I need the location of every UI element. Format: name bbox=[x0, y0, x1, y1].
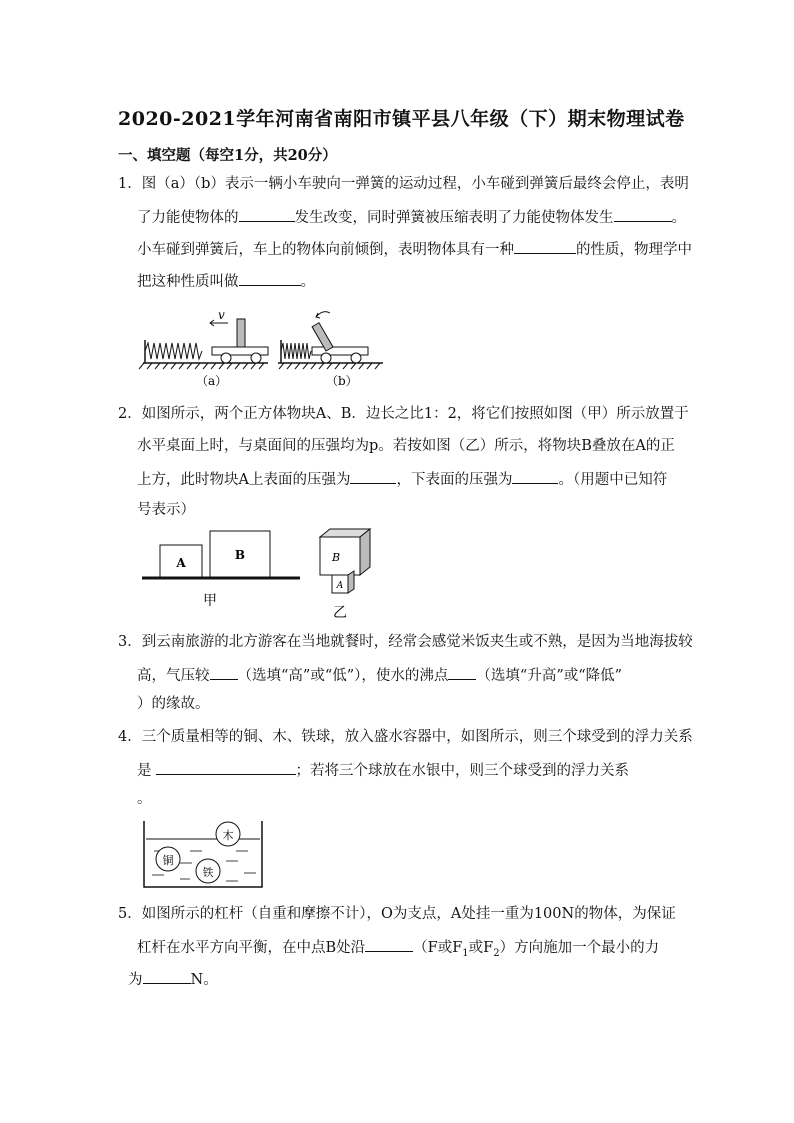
q1-text: 了力能使物体的 bbox=[137, 210, 239, 226]
q1-text: 的性质，物理学中 bbox=[576, 242, 692, 258]
q5-text: 为 bbox=[128, 972, 143, 988]
answer-blank[interactable] bbox=[365, 936, 413, 952]
q5-text: N。 bbox=[190, 972, 218, 988]
block-a-label: A bbox=[176, 556, 186, 570]
block-b-label: B bbox=[331, 551, 341, 564]
answer-blank[interactable] bbox=[156, 759, 296, 775]
answer-blank[interactable] bbox=[143, 968, 191, 984]
velocity-label: v bbox=[218, 308, 225, 322]
q1-line3 bbox=[137, 238, 692, 260]
answer-blank[interactable] bbox=[514, 238, 576, 254]
figure-jia-label: 甲 bbox=[203, 593, 217, 609]
q3-line1: 3．到云南旅游的北方游客在当地就餐时，经常会感觉米饭夹生或不熟，是因为当地海拔较 bbox=[118, 634, 693, 650]
answer-blank[interactable] bbox=[239, 206, 295, 222]
q4-line2 bbox=[137, 759, 629, 781]
answer-blank[interactable] bbox=[210, 664, 238, 680]
answer-blank[interactable] bbox=[239, 270, 301, 286]
section-heading: 一、填空题（每空1分，共20分） bbox=[118, 147, 337, 164]
ball-copper-label: 铜 bbox=[162, 854, 174, 867]
cart-spring-figure bbox=[138, 305, 388, 390]
figure-yi-label: 乙 bbox=[333, 605, 347, 621]
answer-blank[interactable] bbox=[448, 664, 476, 680]
q3-text: （选填“高”或“低”），使水的沸点 bbox=[237, 668, 449, 684]
q3-line3: ）的缘故。 bbox=[137, 696, 210, 712]
q3-text: （选填“升高”或“降低” bbox=[476, 668, 623, 684]
q5-line1: 5．如图所示的杠杆（自重和摩擦不计），O为支点，A处挂一重为100N的物体，为保证 bbox=[118, 906, 676, 922]
q2-text: ，下表面的压强为 bbox=[396, 472, 513, 488]
q1-text: 小车碰到弹簧后，车上的物体向前倾倒，表明物体具有一种 bbox=[137, 242, 514, 258]
ball-wood-label: 木 bbox=[222, 829, 234, 842]
q5-text: ）方向施加一个最小的力 bbox=[499, 940, 660, 956]
q5-text: 或F bbox=[468, 940, 494, 956]
figure-a-label: （a） bbox=[196, 374, 228, 388]
subscript: 1 bbox=[462, 947, 469, 959]
q2-line3 bbox=[137, 468, 667, 490]
q2-line4: 号表示） bbox=[137, 502, 195, 518]
q1-text: 把这种性质叫做 bbox=[137, 274, 239, 290]
q4-line1: 4．三个质量相等的铜、木、铁球，放入盛水容器中，如图所示，则三个球受到的浮力关系 bbox=[118, 729, 693, 745]
q2-text: 。（用题中已知符 bbox=[558, 472, 668, 488]
q2-line1: 2．如图所示，两个正方体物块A、B．边长之比1：2，将它们按照如图（甲）所示放置于 bbox=[118, 406, 689, 422]
answer-blank[interactable] bbox=[350, 468, 396, 484]
q2-text: 上方，此时物块A上表面的压强为 bbox=[137, 472, 351, 488]
q4-line3: 。 bbox=[137, 791, 152, 807]
block-b-label: B bbox=[234, 548, 246, 562]
block-a-label: A bbox=[336, 581, 344, 591]
q2-line2: 水平桌面上时，与桌面间的压强均为p。若按如图（乙）所示，将物块B叠放在A的正 bbox=[137, 438, 675, 454]
q1-line4 bbox=[137, 270, 315, 292]
q5-text: 杠杆在水平方向平衡，在中点B处沿 bbox=[137, 940, 366, 956]
q1-line2 bbox=[137, 206, 686, 228]
q4-text: ；若将三个球放在水银中，则三个球受到的浮力关系 bbox=[295, 763, 629, 779]
q1-text: 。 bbox=[300, 274, 315, 290]
blocks-figure bbox=[138, 525, 378, 625]
q5-line3 bbox=[128, 968, 218, 990]
ball-iron-label: 铁 bbox=[202, 866, 214, 879]
q3-line2 bbox=[137, 664, 622, 686]
q5-text: （F或F bbox=[413, 940, 463, 956]
q1-text: 。 bbox=[671, 210, 686, 226]
q4-text: 是 bbox=[137, 763, 152, 779]
q3-text: 高，气压较 bbox=[137, 668, 210, 684]
q5-line2 bbox=[137, 936, 659, 964]
q1-text: 发生改变，同时弹簧被压缩表明了力能使物体发生 bbox=[294, 210, 614, 226]
page-title: 2020-2021学年河南省南阳市镇平县八年级（下）期末物理试卷 bbox=[118, 108, 685, 130]
figure-b-label: （b） bbox=[326, 374, 358, 388]
answer-blank[interactable] bbox=[614, 206, 672, 222]
subscript: 2 bbox=[493, 947, 500, 959]
balls-in-water-figure bbox=[140, 815, 270, 895]
q1-line1: 1．图（a）（b）表示一辆小车驶向一弹簧的运动过程，小车碰到弹簧后最终会停止，表明 bbox=[118, 176, 689, 192]
answer-blank[interactable] bbox=[512, 468, 558, 484]
